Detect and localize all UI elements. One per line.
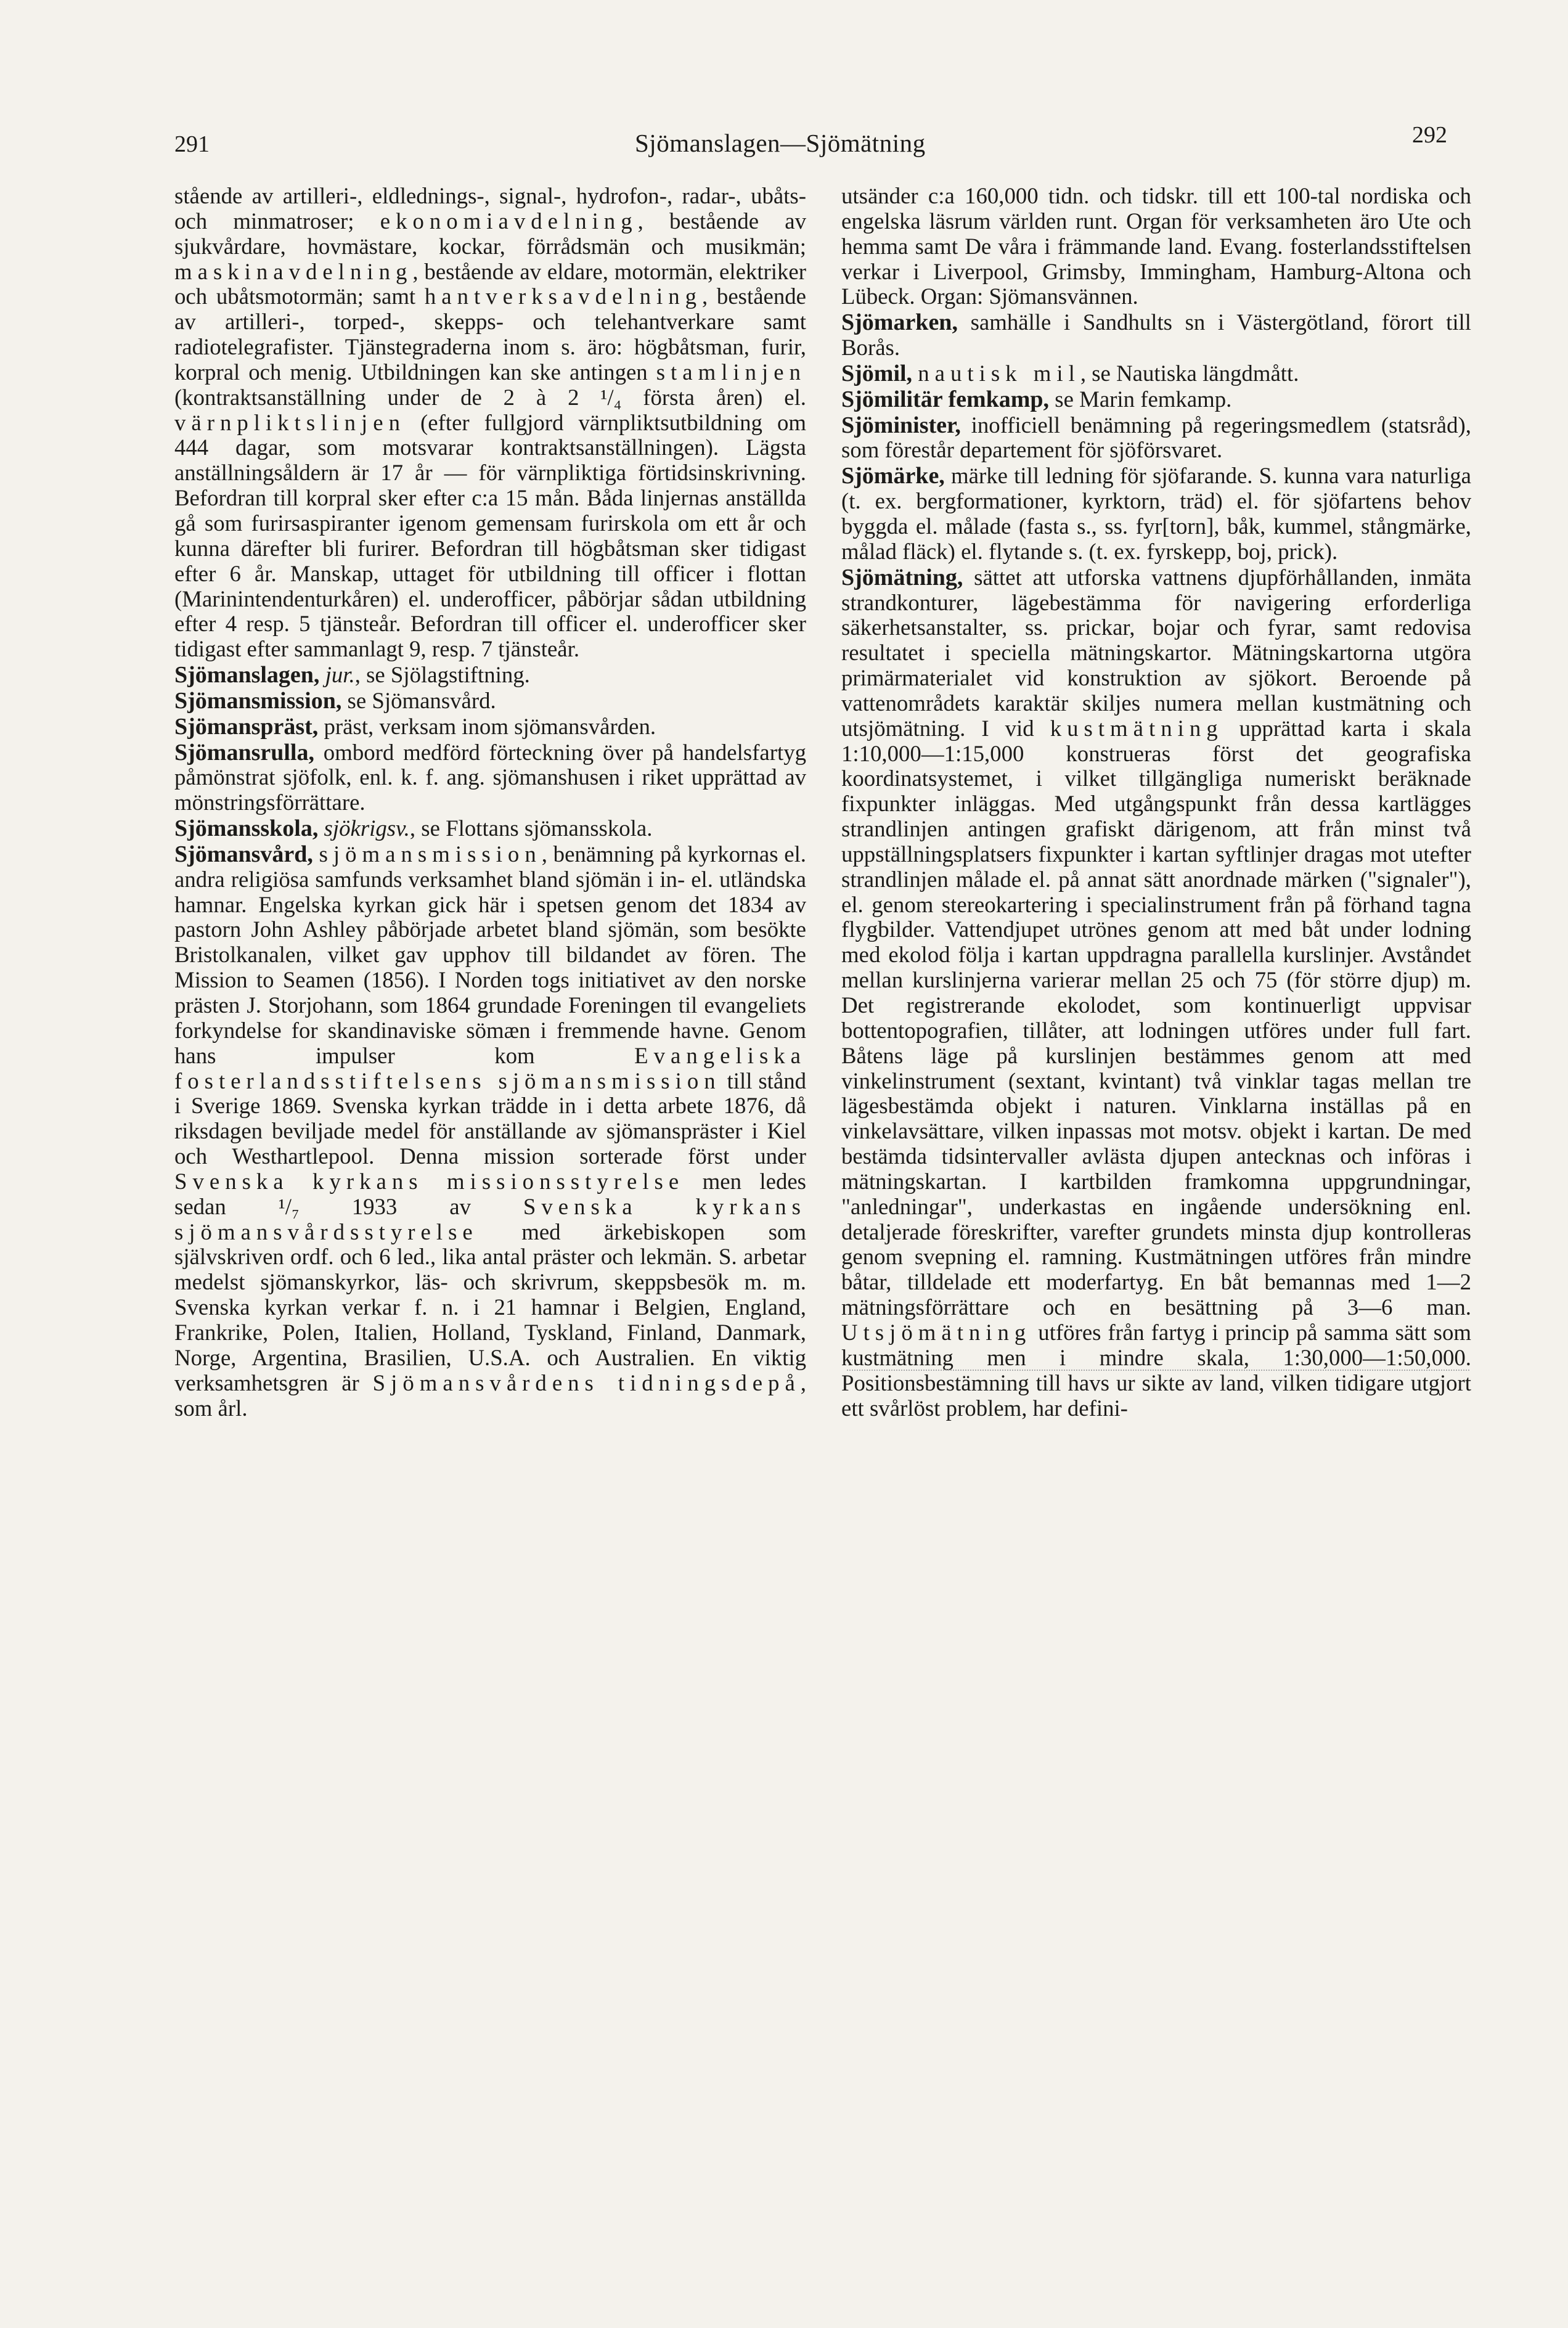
paragraph [841,387,1471,412]
headword: Sjömansmission, [174,687,342,714]
page-number-left: 291 [174,131,210,157]
spaced-emphasis: sjömansmission [319,841,542,867]
paragraph [174,663,806,688]
text-run: , se Sjölagstiftning. [354,662,530,688]
text-run: utföres från fartyg i princip på samma sätt som kustmätning men i mindre skala, 1:30,000—1:50,000. Positionsbestämning till havs ur sikte av land, vilken tidigare utgjort ett svårlöst problem, har defini- [841,1319,1471,1421]
text-run: men ledes sedan ¹/₇ 1933 av [174,1168,806,1219]
headword: Sjömilitär femkamp, [841,386,1050,412]
headword: Sjömanslagen, [174,662,320,688]
text-run: , benämning på kyrkornas el. andra religiösa samfunds verksamhet bland sjömän i in- el. utländska hamnar. Engelska kyrkan gick här i spetsen genom det 1834 av pastorn John Ashley påbörjade arbetet bland sjömän, som besökte Bristolkanalen, vilket gav upphov till bildandet av fören. The Mission to Seamen (1856). I Norden togs initiativet av den norske prästen J. Storjohann, som 1864 grundade Foreningen til evangeliets forkyndelse for skandinaviske sömæn i fremmende havne. Genom hans impulser kom [174,841,806,1068]
text-run [912,361,918,386]
italic-abbreviation: sjökrigsv. [324,815,410,841]
text-run [319,662,325,687]
headword: Sjöminister, [841,412,961,438]
paragraph [841,310,1471,361]
text-run: upprättad karta i skala 1:10,000—1:15,000 konstrueras först det geografiska koordinatsystemet, i vilket tillgängliga numeriskt beräknade fixpunkter inläggas. Med utgångspunkt från dessa kartlägges strandlinjen antingen grafiskt därigenom, att från minst två uppställningsplatsers fixpunkter i kartan syftlinjer dragas mot utefter strandlinjen målade el. på annat sätt anordnade märken ("signaler"), el. genom stereokartering i specialinstrument från på förhand tagna flygbilder. Vattendjupet utrönes genom att med båt under lodning med ekolod följa i kartan uppdragna parallella kurslinjer. Avståndet mellan kurslinjerna varierar mellan 25 och 75 (för större djup) m. Det registrerande ekolodet, som kontinuerligt uppvisar bottentopografien, tillåter, att lodningen utföres under full fart. Båtens läge på kurslinjen bestämmes genom att med vinkelinstrument (sextant, kvintant) två vinklar tagas mellan tre lägesbestämda objekt i naturen. Vinklarna inställas på en vinkelavsättare, vilken inpassas mot motsv. objekt i kartan. De med bestämda tidsintervaller avlästa djupen antecknas och införas i mätningskartan. I kartbilden framkomna uppgrundningar, "anledningar", underkastas en ingående undersökning enl. detaljerade föreskrifter, varefter grundets minsta djup kontrolleras genom svepning el. ramning. Kustmätningen utföres från mindre båtar, tilldelade ett moderfartyg. En båt bemannas med 1—2 mätningsförrättare och en besättning på 3—6 man. [841,715,1472,1320]
paragraph [841,361,1471,386]
text-run: sättet att utforska vattnens djupförhållanden, inmäta strandkonturer, lägebestämma för navigering erforderliga säkerhetsanstalter, ss. prickar, bojar och fyrar, samt redovisa resultatet i speciella mätningskartor. Mätningskartorna utgöra primärmaterialet vid konstruktion av sjökort. Beroende på vattenområdets karaktär skiljes numera mellan kustmätning och utsjömätning. I vid [841,564,1471,741]
text-run [318,815,324,841]
text-run: se Sjömansvård. [341,687,496,713]
spaced-emphasis: stamlinjen [656,359,806,385]
paragraph [174,816,806,841]
headword: Sjömarken, [841,309,958,336]
text-run: (efter fullgjord värnpliktsutbildning om 444 dagar, som motsvarar kontraktsanställningen). Lägsta anställningsåldern är 17 år — för värnpliktiga förtidsinskrivning. Befordran till korpral sker efter c:a 15 mån. Båda linjernas anställda gå som furirsaspiranter igenom gemensam furirskola om ett år och kunna därefter bli furirer. Befordran till högbåtsman sker tidigast efter 6 år. Manskap, uttaget för utbildning till officer i flottan (Marinintendenturkåren) el. underofficer, påbörjar sådan utbildning efter 4 resp. 5 tjänsteår. Befordran till officer el. underofficer sker tidigast efter sammanlagt 9, resp. 7 tjänsteår. [174,409,806,662]
headword: Sjömansrulla, [174,739,314,766]
spaced-emphasis: Sjömansvårdens tidningsdepå [372,1370,801,1395]
paragraph [174,740,806,816]
spaced-emphasis: hantverksavdelning [424,284,703,309]
text-run: utsänder c:a 160,000 tidn. och tidskr. till ett 100-tal nordiska och engelska läsrum världen runt. Organ för verksamheten äro Ute och hemma samt De våra i främmande land. Evang. fosterlandsstiftelsen verkar i Liverpool, Grimsby, Immingham, Hamburg-Altona och Lübeck. Organ: Sjömansvännen. [841,183,1471,309]
text-run: , se Nautiska längdmått. [1080,360,1299,386]
text-run: märke till ledning för sjöfarande. S. kunna vara naturliga (t. ex. bergformationer, kyrktorn, träd) el. för sjöfartens behov byggda el. målade (fasta s., ss. fyr[torn], båk, kummel, stångmärke, målad fläck) el. flytande s. (t. ex. fyrskepp, boj, prick). [841,463,1471,564]
paragraph [174,688,806,714]
paragraph [841,413,1471,464]
text-run: , se Flottans sjömansskola. [409,815,653,841]
paragraph [174,714,806,740]
page-number-right: 292 [1412,122,1447,148]
headword: Sjömärke, [841,463,945,489]
headword: Sjömansvård, [174,841,313,867]
spaced-emphasis: ekonomiavdelning [380,208,638,234]
text-run: präst, verksam inom sjömansvården. [318,713,656,739]
paragraph [841,184,1471,309]
paragraph [174,184,806,662]
headword: Sjömil, [841,360,913,386]
text-run: med ärkebiskopen som självskriven ordf. och 6 led., lika antal präster och lekmän. S. arbetar medelst sjömanskyrkor, läs- och skrivrum, skeppsbesök m. m. Svenska kyrkan verkar f. n. i 21 hamnar i Belgien, England, Frankrike, Polen, Italien, Holland, Tyskland, Finland, Danmark, Norge, Argentina, Brasilien, U.S.A. och Australien. En viktig verksamhetsgren är [174,1219,806,1395]
text-run: samhälle i Sandhults sn i Västergötland, förort till Borås. [841,309,1471,361]
text-run: , bestående av eldare, motormän, elektriker och ubåtsmotormän; samt [174,258,806,309]
text-run: inofficiell benämning på regeringsmedlem (statsråd), som förestår departement för sjöförsvaret. [841,412,1471,463]
text-run: , bestående av artilleri-, torped-, skepps- och telehantverkare samt radiotelegrafister. Tjänstegraderna inom s. äro: högbåtsman, furir, korpral och menig. Utbildningen kan ske antingen [174,284,806,385]
text-run: , bestående av sjukvårdare, hovmästare, kockar, förrådsmän och musikmän; [174,208,806,259]
spaced-emphasis: nautisk mil [918,360,1080,386]
spaced-emphasis: maskinavdelning [174,258,413,284]
text-run: (kontraktsanställning under de 2 à 2 ¹/₄ första åren) el. [174,384,806,410]
left-column [174,184,806,1421]
right-column [841,184,1471,1421]
italic-abbreviation: jur. [325,662,355,688]
headword: Sjömansskola, [174,815,319,842]
text-run [313,841,319,867]
spaced-emphasis: kustmätning [1050,715,1223,741]
text-run: , som årl. [174,1370,806,1421]
paragraph [174,842,806,1421]
spaced-emphasis: Svenska kyrkans missionsstyrelse [174,1168,685,1194]
paragraph [841,464,1471,564]
paragraph [841,565,1471,1421]
spaced-emphasis: Utsjömätning [841,1319,1032,1345]
column-divider-rule [847,1370,1469,1371]
spaced-emphasis: Svenska kyrkans sjömansvårdsstyrelse [174,1193,806,1244]
text-run: stående av artilleri-, eldlednings-, signal-, hydrofon-, radar-, ubåts- och minmatroser; [174,183,806,234]
text-run: se Marin femkamp. [1049,386,1232,412]
headword: Sjömätning, [841,564,963,590]
spaced-emphasis: värnpliktslinjen [174,409,406,435]
headword: Sjömanspräst, [174,713,319,740]
text-run: ombord medförd förteckning över på handelsfartyg påmönstrat sjöfolk, enl. k. f. ang. sjömanshusen i riket upprättad av mönstringsförrättare. [174,739,806,815]
running-head: Sjömanslagen—Sjömätning [635,129,926,157]
text-run: till stånd i Sverige 1869. Svenska kyrkan trädde in i detta arbete 1876, då riksdagen beviljade medel för anställande av sjömanspräster i Kiel och Westhartlepool. Denna mission sorterade först under [174,1068,806,1169]
spaced-emphasis: Evangeliska fosterlandsstiftelsens sjömansmission [174,1042,806,1093]
